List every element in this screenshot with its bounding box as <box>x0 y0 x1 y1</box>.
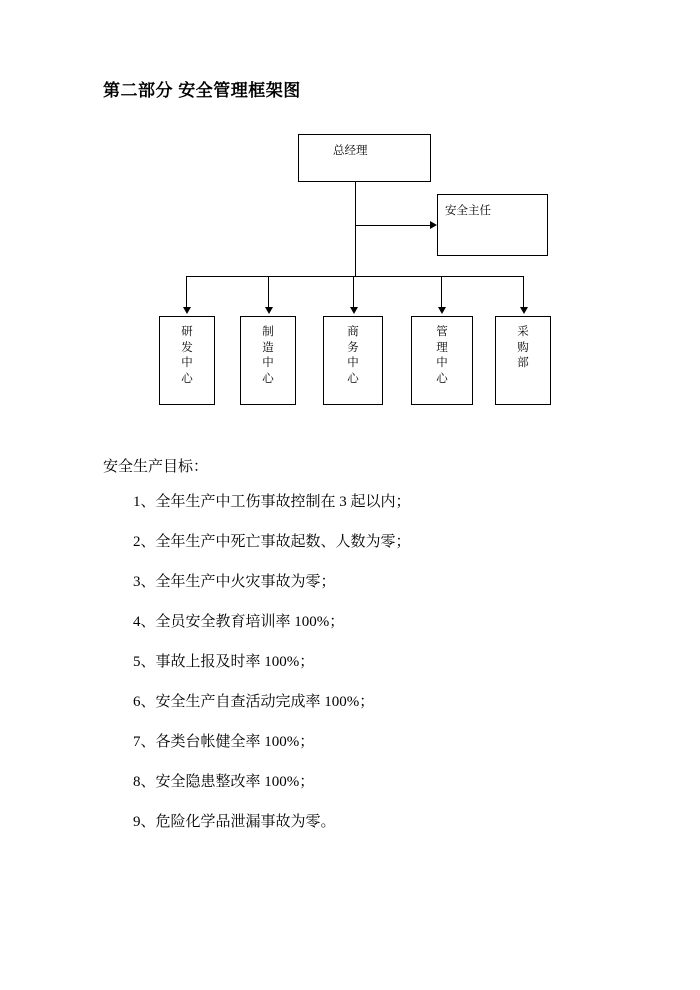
org-node-general-manager <box>298 134 431 182</box>
connector-horizontal-to-officer <box>355 225 432 226</box>
goal-item: 4、全员安全教育培训率 100%； <box>133 614 345 630</box>
connector-vertical-main <box>355 182 356 276</box>
org-node-department-3 <box>323 316 383 405</box>
org-node-department-1-char-3: 中 <box>181 357 193 370</box>
goal-item: 8、安全隐患整改率 100%； <box>133 774 315 790</box>
org-node-safety-officer <box>437 194 548 256</box>
org-node-department-4-char-2: 理 <box>436 341 448 354</box>
org-node-department-1-char-2: 发 <box>181 341 193 354</box>
org-node-department-4 <box>411 316 473 405</box>
connector-drop-1 <box>186 276 187 308</box>
goal-item: 5、事故上报及时率 100%； <box>133 654 315 670</box>
org-node-department-3-char-3: 中 <box>347 357 359 370</box>
org-node-department-1-char-4: 心 <box>181 372 193 385</box>
org-node-department-1 <box>159 316 215 405</box>
connector-drop-5 <box>523 276 524 308</box>
goal-item: 1、全年生产中工伤事故控制在 3 起以内； <box>133 494 411 510</box>
org-node-department-3-char-4: 心 <box>347 372 359 385</box>
org-node-department-4-char-3: 中 <box>436 357 448 370</box>
connector-arrow-1 <box>183 307 191 314</box>
org-node-department-2-char-4: 心 <box>262 372 274 385</box>
connector-bus-horizontal <box>186 276 523 277</box>
org-node-department-3-char-2: 务 <box>347 341 359 354</box>
connector-arrow-2 <box>265 307 273 314</box>
page-title: 第二部分 安全管理框架图 <box>103 81 301 100</box>
safety-goals-section <box>103 455 623 850</box>
connector-arrow-4 <box>438 307 446 314</box>
org-node-safety-officer-label: 安全主任 <box>445 205 491 217</box>
safety-goals-heading: 安全生产目标： <box>103 459 209 475</box>
org-node-department-4-char-4: 心 <box>436 372 448 385</box>
org-node-department-2-char-1: 制 <box>262 326 274 338</box>
org-node-department-5-char-3: 部 <box>517 357 529 370</box>
org-node-general-manager-label: 总经理 <box>333 145 368 157</box>
org-node-department-5 <box>495 316 551 405</box>
org-node-department-2 <box>240 316 296 405</box>
goal-item: 6、安全生产自查活动完成率 100%； <box>133 694 375 710</box>
connector-drop-3 <box>353 276 354 308</box>
goal-item: 2、全年生产中死亡事故起数、人数为零； <box>133 534 411 550</box>
org-node-department-5-char-1: 采 <box>517 326 529 338</box>
org-node-department-3-char-1: 商 <box>347 326 359 338</box>
connector-arrow-to-officer <box>430 221 437 229</box>
goal-item: 3、全年生产中火灾事故为零； <box>133 574 336 590</box>
org-node-department-2-char-2: 造 <box>262 341 274 354</box>
connector-drop-4 <box>441 276 442 308</box>
connector-arrow-5 <box>520 307 528 314</box>
connector-arrow-3 <box>350 307 358 314</box>
org-chart <box>0 120 700 420</box>
connector-drop-2 <box>268 276 269 308</box>
goal-item: 9、危险化学品泄漏事故为零。 <box>133 814 336 830</box>
org-node-department-2-char-3: 中 <box>262 357 274 370</box>
org-node-department-4-char-1: 管 <box>436 326 448 338</box>
goal-item: 7、各类台帐健全率 100%； <box>133 734 315 750</box>
org-node-department-1-char-1: 研 <box>181 326 193 338</box>
org-node-department-5-char-2: 购 <box>517 341 529 354</box>
